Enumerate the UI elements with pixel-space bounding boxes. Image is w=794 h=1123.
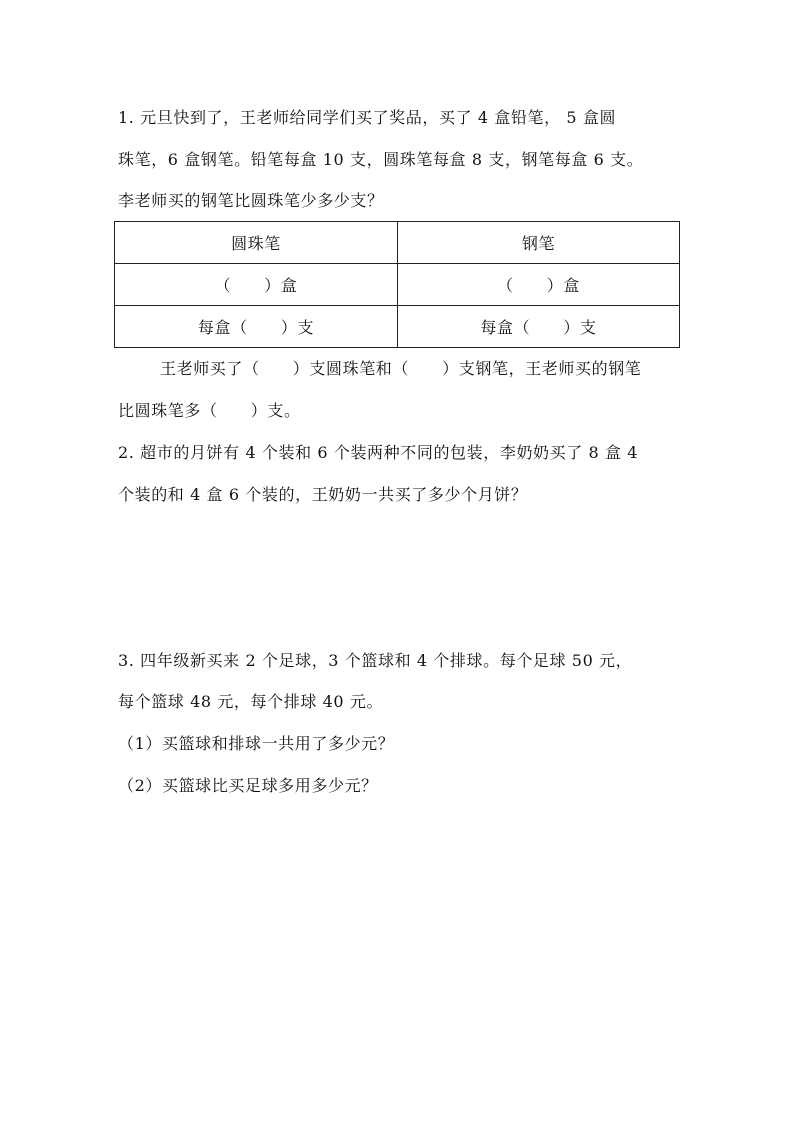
q1-fill-line-2: 比圆珠笔多（ ）支。	[118, 401, 301, 420]
table-cell-pen-boxes: （ ）盒	[398, 264, 680, 306]
q2-line-1: 2. 超市的月饼有 4 个装和 6 个装两种不同的包装，李奶奶买了 8 盒 4	[118, 443, 639, 462]
q3-line-2: 每个篮球 48 元，每个排球 40 元。	[118, 692, 384, 711]
table-header-pen: 钢笔	[398, 222, 680, 264]
q3-sub-question-2: （2）买篮球比买足球多用多少元？	[118, 776, 378, 795]
q3-line-1: 3. 四年级新买来 2 个足球，3 个篮球和 4 个排球。每个足球 50 元，	[118, 651, 633, 670]
q1-table	[114, 221, 680, 348]
q3-sub-question-1: （1）买篮球和排球一共用了多少元？	[118, 734, 395, 753]
q1-line-1: 1. 元旦快到了，王老师给同学们买了奖品，买了 4 盒铅笔， 5 盒圆	[118, 108, 617, 127]
q2-line-2: 个装的和 4 盒 6 个装的，王奶奶一共买了多少个月饼？	[118, 485, 528, 504]
table-cell-ballpoint-per-box: 每盒（ ）支	[115, 306, 398, 348]
table-row-per-box	[115, 306, 680, 348]
q1-line-3: 李老师买的钢笔比圆珠笔少多少支？	[118, 191, 384, 210]
table-header-ballpoint: 圆珠笔	[115, 222, 398, 264]
table-row-boxes	[115, 264, 680, 306]
table-cell-pen-per-box: 每盒（ ）支	[398, 306, 680, 348]
table-row-header	[115, 222, 680, 264]
table-cell-ballpoint-boxes: （ ）盒	[115, 264, 398, 306]
q1-fill-line-1: 王老师买了（ ）支圆珠笔和（ ）支钢笔，王老师买的钢笔	[160, 359, 642, 378]
q1-line-2: 珠笔，6 盒钢笔。铅笔每盒 10 支，圆珠笔每盒 8 支，钢笔每盒 6 支。	[118, 150, 644, 169]
